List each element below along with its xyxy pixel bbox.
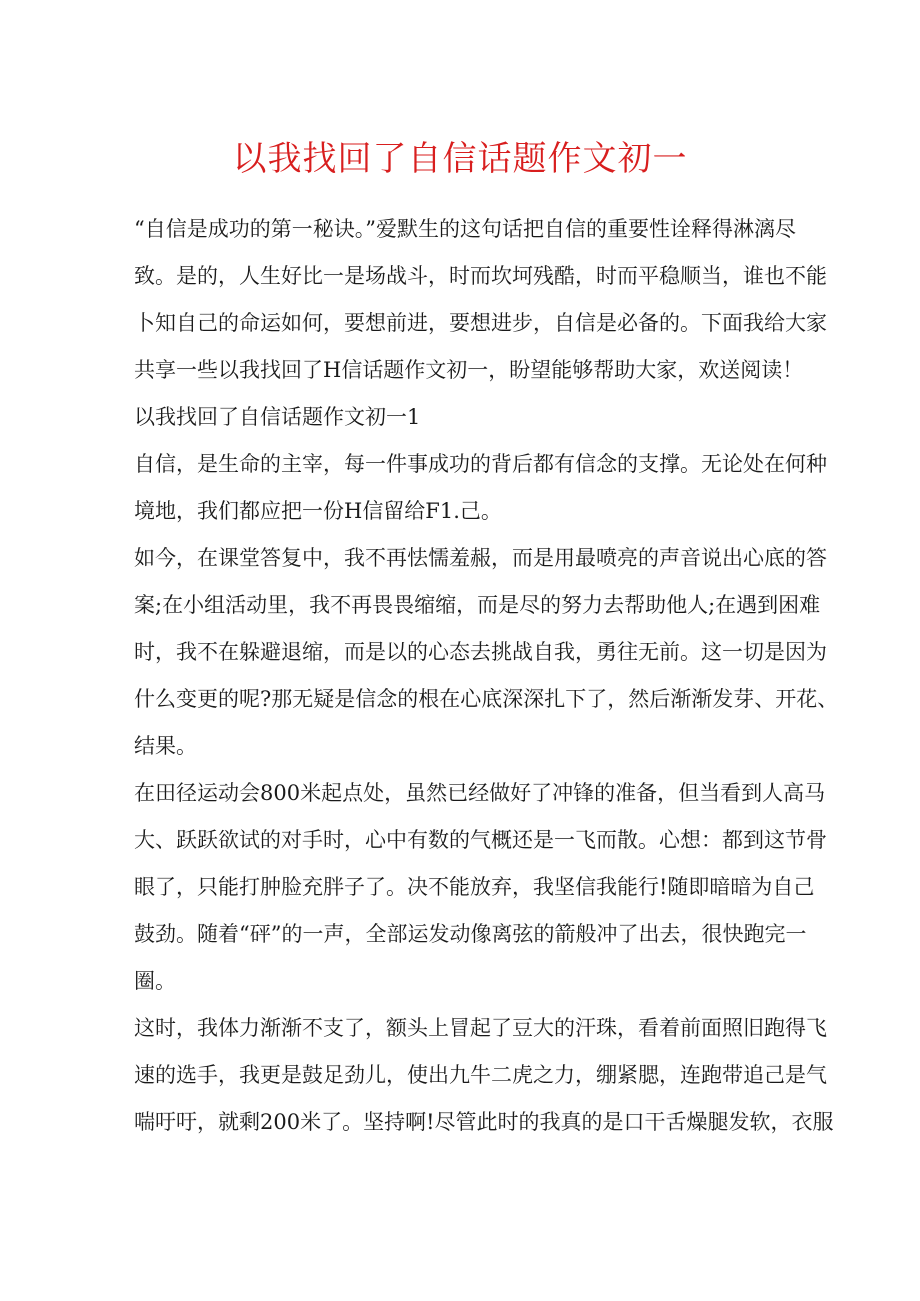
text-line: 速的选手，我更是鼓足劲儿，使出九牛二虎之力，绷紧腮，连跑带追己是气: [134, 1063, 827, 1087]
document-title: 以我找回了自信话题作文初一: [232, 139, 688, 179]
text-line: 如今，在课堂答复中，我不再怯懦羞赧，而是用最喷亮的声音说出心底的答: [134, 546, 827, 570]
section-heading: [134, 394, 794, 441]
paragraph: [134, 441, 827, 535]
text-line: 鼓劲。随着“砰”的一声，全部运发动像离弦的箭般冲了出去，很快跑完一: [134, 922, 807, 946]
paragraph: [134, 535, 839, 770]
document-body: [134, 206, 839, 1146]
text-line: 自信，是生命的主宰，每一件事成功的背后都有信念的支撑。无论处在何种: [134, 452, 827, 476]
text-line: 这时，我体力渐渐不支了，额头上冒起了豆大的汗珠，看着前面照旧跑得飞: [134, 1016, 827, 1040]
text-line: 什么变更的呢?那无疑是信念的根在心底深深扎下了，然后渐渐发芽、开花、: [134, 687, 839, 711]
text-line: 致。是的，人生好比一是场战斗，时而坎坷残酷，时而平稳顺当，谁也不能: [134, 264, 827, 288]
text-line: 在田径运动会800米起点处，虽然已经做好了冲锋的准备，但当看到人高马: [134, 781, 826, 805]
text-line: 大、跃跃欲试的对手时，心中有数的气概还是一飞而散。心想：都到这节骨: [134, 828, 827, 852]
text-line: 眼了，只能打肿脸充胖子了。决不能放弃，我坚信我能行!随即暗暗为自己: [134, 875, 815, 899]
paragraph-intro: [134, 206, 827, 394]
paragraph: [134, 1005, 834, 1146]
text-line: 时，我不在躲避退缩，而是以的心态去挑战自我，勇往无前。这一切是因为: [134, 640, 827, 664]
text-line: 喘吁吁，就剩200米了。坚持啊!尽管此时的我真的是口干舌燥腿发软，衣服: [134, 1110, 834, 1134]
text-line: 圈。: [134, 969, 176, 993]
text-line: 结果。: [134, 734, 197, 758]
text-line: 以我找回了自信话题作文初一1: [134, 405, 421, 429]
paragraph: [134, 770, 827, 1005]
text-line: “自信是成功的第一秘诀。”爱默生的这句话把自信的重要性诠释得淋漓尽: [134, 217, 796, 241]
text-line: 案;在小组活动里，我不再畏畏缩缩，而是尽的努力去帮助他人;在遇到困难: [134, 593, 821, 617]
text-line: 卜知自己的命运如何，要想前进，要想进步，自信是必备的。下面我给大家: [134, 311, 827, 335]
text-line: 境地，我们都应把一份H信留给F1.己。: [134, 499, 502, 523]
text-line: 共享一些以我找回了H信话题作文初一，盼望能够帮助大家，欢送阅读！: [134, 358, 804, 382]
